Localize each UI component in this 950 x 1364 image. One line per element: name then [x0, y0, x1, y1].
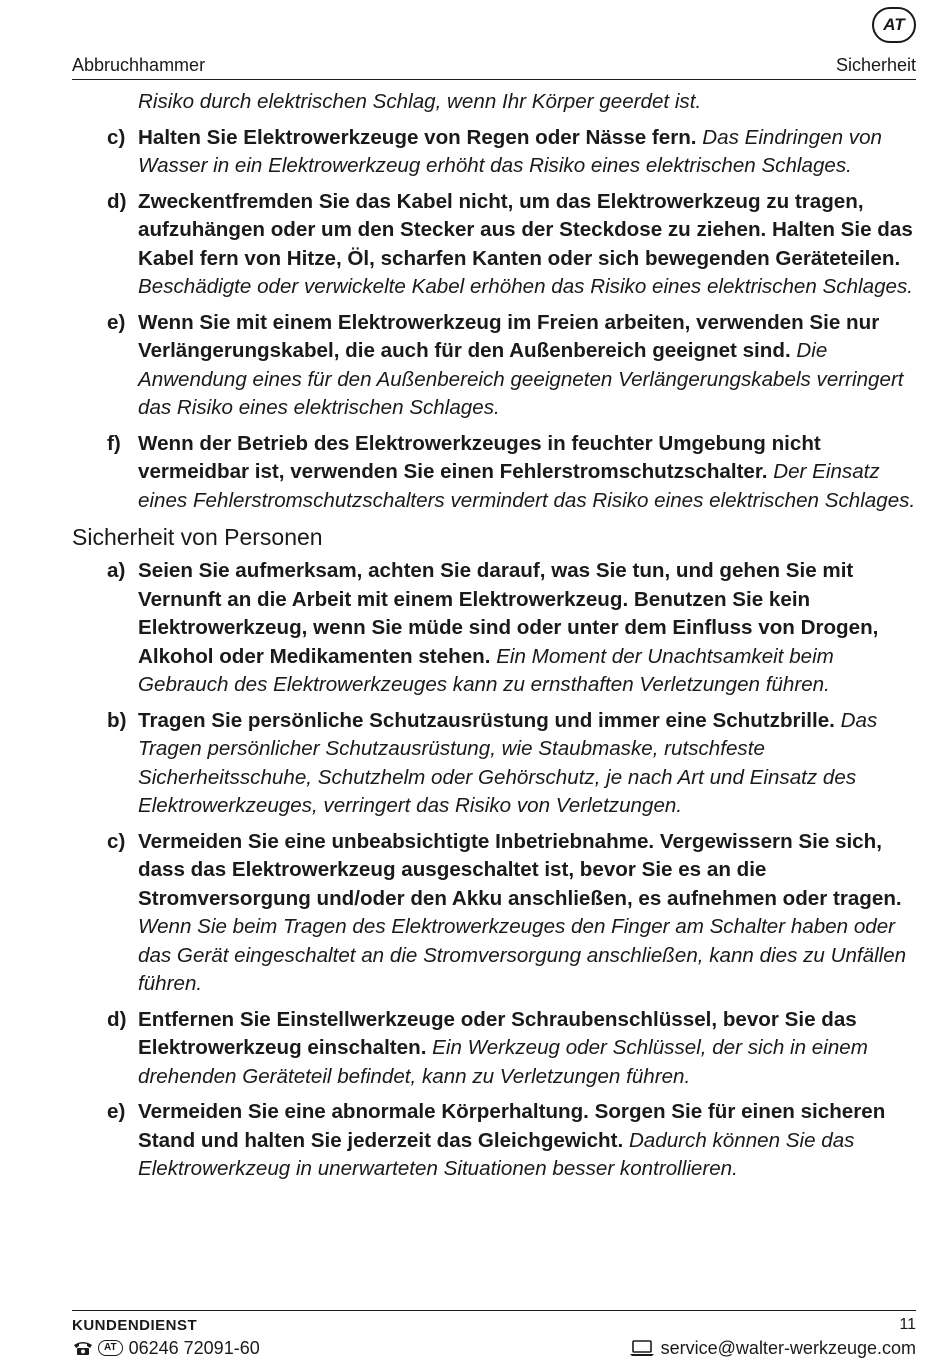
item-instruction: Wenn Sie mit einem Elektrowerkzeug im Freien arbeiten, verwenden Sie nur Verlängerungskabel, die auch für den Außenbereich geeignet sind.: [138, 310, 880, 362]
item-letter: f): [107, 431, 121, 455]
item-letter: d): [107, 1007, 127, 1031]
footer-divider: [72, 1310, 916, 1311]
list-item: [72, 124, 918, 181]
item-instruction: Entfernen Sie Einstellwerkzeuge oder Schraubenschlüssel, bevor Sie das Elektrowerkzeug einschalten.: [138, 1007, 857, 1059]
item-explanation: Beschädigte oder verwickelte Kabel erhöhen das Risiko eines elektrischen Schlages.: [138, 275, 913, 298]
continued-text: Risiko durch elektrischen Schlag, wenn Ihr Körper geerdet ist.: [138, 90, 702, 113]
country-code: AT: [883, 15, 905, 34]
item-instruction: Zweckentfremden Sie das Kabel nicht, um das Elektrowerkzeug zu tragen, aufzuhängen oder um den Stecker aus der Steckdose zu ziehen. Halten Sie das Kabel fern von Hitze, Öl, scharfen Kanten oder sich bewegenden Geräteteilen.: [138, 189, 913, 270]
item-letter: c): [107, 829, 126, 853]
item-instruction: Seien Sie aufmerksam, achten Sie darauf, was Sie tun, und gehen Sie mit Vernunft an die Arbeit mit einem Elektrowerkzeug. Benutzen Sie kein Elektrowerkzeug, wenn Sie müde sind oder unter dem Einfluss von Drogen, Alkohol oder Medikamenten stehen.: [138, 559, 879, 668]
item-explanation: Ein Werkzeug oder Schlüssel, der sich in einem drehenden Geräteteil befindet, kann zu Verletzungen führen.: [138, 1036, 868, 1088]
phone-number: 06246 72091-60: [128, 1338, 260, 1358]
footer-phone: [72, 1337, 260, 1359]
item-letter: a): [107, 559, 126, 582]
item-explanation: Ein Moment der Unachtsamkeit beim Gebrauch des Elektrowerkzeuges kann zu ernsthaften Verletzungen führen.: [138, 644, 834, 696]
item-explanation: Das Eindringen von Wasser in ein Elektrowerkzeug erhöht das Risiko eines elektrischen Schlages.: [138, 125, 882, 177]
country-code-badge: AT: [98, 1340, 123, 1356]
item-instruction: Vermeiden Sie eine abnormale Körperhaltung. Sorgen Sie für einen sicheren Stand und halten Sie jederzeit das Gleichgewicht.: [138, 1100, 886, 1152]
item-letter: e): [107, 310, 126, 334]
header-divider: [72, 79, 916, 80]
list-item: [72, 1006, 918, 1092]
item-instruction: Vermeiden Sie eine unbeabsichtigte Inbetriebnahme. Vergewissern Sie sich, dass das Elektrowerkzeug ausgeschaltet ist, bevor Sie es an die Stromversorgung und/oder den Akku anschließen, es aufnehmen oder tragen.: [138, 829, 902, 910]
item-letter: d): [107, 189, 127, 213]
laptop-icon: [629, 1339, 655, 1357]
item-instruction: Wenn der Betrieb des Elektrowerkzeuges in feuchter Umgebung nicht vermeidbar ist, verwenden Sie einen Fehlerstromschutzschalter.: [138, 431, 821, 483]
email-address: service@walter-werkzeuge.com: [660, 1338, 916, 1358]
section-heading: Sicherheit von Personen: [72, 524, 323, 550]
item-explanation: Das Tragen persönlicher Schutzausrüstung, wie Staubmaske, rutschfeste Sicherheitsschuhe, Schutzhelm oder Gehörschutz, je nach Art und Einsatz des Elektrowerkzeuges, verringert das Risiko von Verletzungen.: [138, 708, 878, 817]
electrical-safety-list: [72, 124, 918, 516]
item-instruction: Halten Sie Elektrowerkzeuge von Regen oder Nässe fern.: [138, 125, 697, 149]
item-explanation: Der Einsatz eines Fehlerstromschutzschalters vermindert das Risiko eines elektrischen Schlages.: [138, 460, 916, 512]
page-number: 11: [899, 1316, 916, 1333]
list-item: [72, 707, 918, 821]
item-instruction: Tragen Sie persönliche Schutzausrüstung und immer eine Schutzbrille.: [138, 708, 835, 732]
customer-service-label: KUNDENDIENST: [72, 1317, 198, 1334]
item-letter: b): [107, 708, 127, 732]
list-item: [72, 430, 918, 516]
footer-email: [629, 1337, 916, 1359]
item-explanation: Die Anwendung eines für den Außenbereich geeigneten Verlängerungskabels verringert das Risiko eines elektrischen Schlages.: [138, 339, 904, 419]
item-explanation: Wenn Sie beim Tragen des Elektrowerkzeuges den Finger am Schalter haben oder das Gerät eingeschaltet an die Stromversorgung anschließen, kann dies zu Unfällen führen.: [138, 915, 907, 995]
list-item: [72, 309, 918, 423]
header-section-title: Sicherheit: [835, 55, 916, 75]
page-body: [72, 88, 918, 1191]
running-header: [72, 54, 916, 76]
personal-safety-list: [72, 557, 918, 1184]
header-product-title: Abbruchhammer: [72, 55, 206, 75]
list-item: [72, 828, 918, 999]
item-explanation: Dadurch können Sie das Elektrowerkzeug in unerwarteten Situationen besser kontrollieren.: [138, 1128, 855, 1180]
country-badge: [872, 7, 916, 43]
list-item: [72, 188, 918, 302]
item-letter: c): [107, 125, 126, 149]
telephone-icon: [72, 1340, 94, 1356]
list-item: [72, 1098, 918, 1184]
item-letter: e): [107, 1100, 126, 1123]
list-item: [72, 557, 918, 700]
